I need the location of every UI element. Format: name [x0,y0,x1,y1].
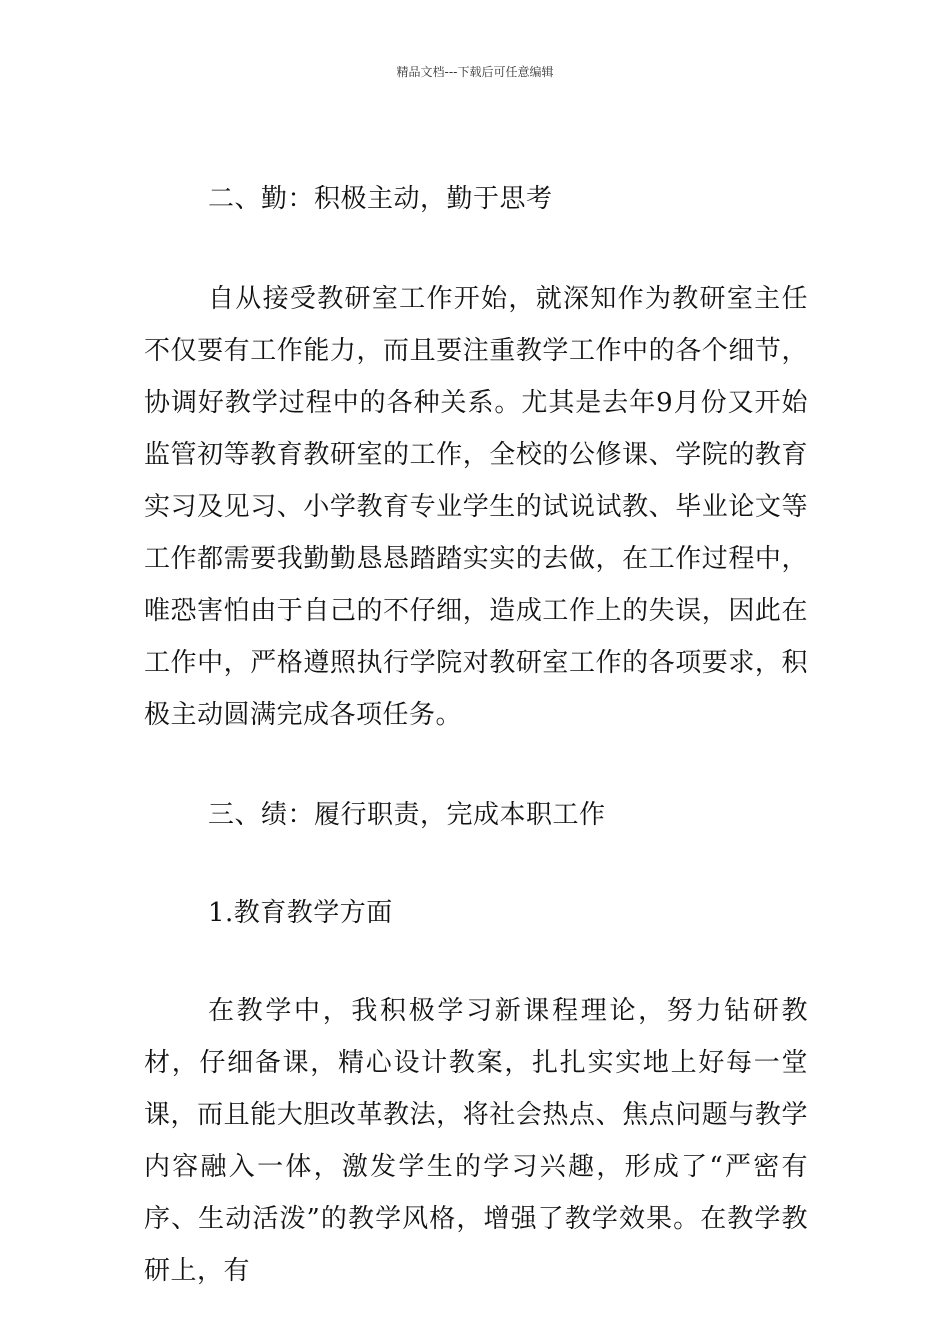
subsection-heading-1: 1.教育教学方面 [208,898,393,928]
section-heading-3: 三、绩：履行职责，完成本职工作 [208,800,606,830]
spacer [144,939,808,985]
spacer [144,741,808,789]
section-paragraph-3: 在教学中，我积极学习新课程理论，努力钻研教材，仔细备课，精心设计教案，扎扎实实地上好每一堂课，而且能大胆改革教法，将社会热点、焦点问题与教学内容融入一体，激发学生的学习兴趣，形成了“严密有序、生动活泼”的教学风格，增强了教学效果。在教学教研上，有 [144,996,808,1286]
document-body [144,173,808,1297]
page-header: 精品文档---下载后可任意编辑 [396,65,554,79]
section-paragraph-2: 自从接受教研室工作开始，就深知作为教研室主任不仅要有工作能力，而且要注重教学工作中的各个细节，协调好教学过程中的各种关系。尤其是去年9月份又开始监管初等教育教研室的工作，全校的公修课、学院的教育实习及见习、小学教育专业学生的试说试教、毕业论文等工作都需要我勤勤恳恳踏踏实实的去做，在工作过程中，唯恐害怕由于自己的不仔细，造成工作上的失误，因此在工作中，严格遵照执行学院对教研室工作的各项要求，积极主动圆满完成各项任务。 [144,284,808,730]
spacer [144,225,808,273]
spacer [144,841,808,887]
section-heading-2: 二、勤：积极主动，勤于思考 [208,184,553,214]
